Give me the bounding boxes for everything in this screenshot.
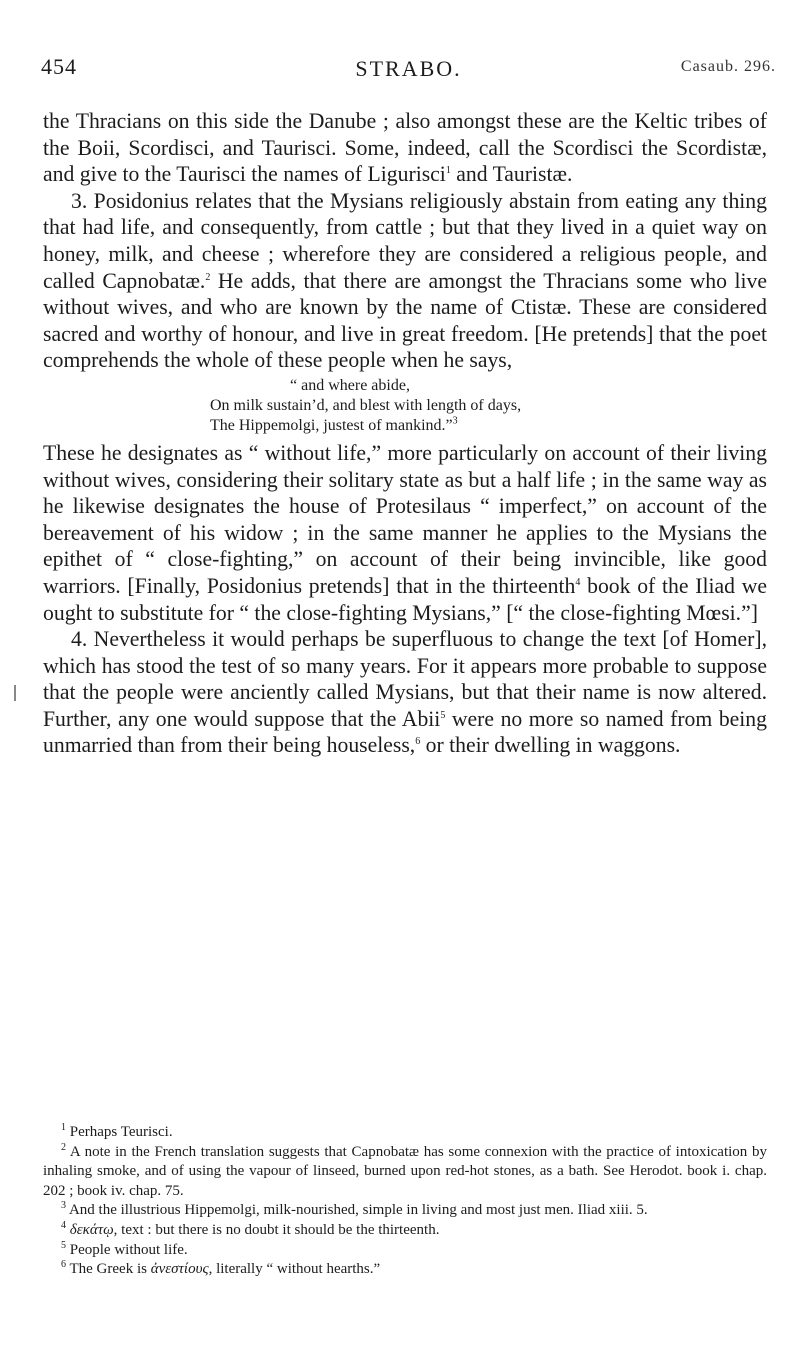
- footnote-1: $^1$ Perhaps Teurisci.: [61, 1122, 173, 1140]
- footnotes: [43, 1123, 767, 1280]
- verse-line: The Hippemolgi, justest of mankind.”$^3$: [210, 415, 458, 434]
- footnote-ref: 6: [415, 736, 421, 748]
- paragraph-section-3: 3. Posidonius relates that the Mysians religiously abstain from eating any thing that had life, and consequently, from cattle ; but that they lived in a quiet way on honey, milk, and cheese ; wherefore they are considered a religious people, and called Capnobatæ.$^2$ He adds, that there are amongst the Thracians some who live without wives, and who are known by the name of Ctistæ. These are considered sacred and worthy of honour, and live in great freedom. [He pretends] that the poet comprehends the whole of these people when he says,: [43, 188, 768, 373]
- page-header: [41, 54, 776, 84]
- page-number: 454: [41, 54, 77, 79]
- footnote-6: $^6$ The Greek is ἀνεστίους, literally “ without hearths.”: [61, 1259, 381, 1278]
- footnote-ref: 5: [440, 709, 446, 721]
- margin-mark: [14, 685, 16, 701]
- main-text: [43, 108, 767, 759]
- paragraph-continuation: the Thracians on this side the Danube ; also amongst these are the Keltic tribes of the Boii, Scordisci, and Taurisci. Some, indeed, call the Scordisci the Scordistæ, and give to the Taurisci the names of Ligurisci$^1$ and Tauristæ.: [43, 109, 767, 187]
- footnote-ref: 2: [205, 271, 211, 283]
- footnote-3: $^3$ And the illustrious Hippemolgi, milk-nourished, simple in living and most just men. Iliad xiii. 5.: [61, 1200, 648, 1219]
- verse-quotation: [43, 376, 767, 436]
- greek-word: ἀνεστίους: [150, 1261, 209, 1278]
- greek-word: δεκάτῳ: [69, 1221, 114, 1238]
- paragraph-section-4: 4. Nevertheless it would perhaps be superfluous to change the text [of Homer], which has stood the test of so many years. For it appears more probable to suppose that the people were anciently called Mysians, but that their name is now altered. Further, any one would suppose that the Abii$^5$ were no more so named from being unmarried than from their being houseless,$^6$ or their dwelling in waggons.: [43, 627, 767, 758]
- footnote-ref: 3: [452, 415, 458, 427]
- edition-reference: Casaub. 296.: [680, 58, 776, 75]
- footnote-5: $^5$ People without life.: [61, 1239, 188, 1258]
- footnote-4: $^4$ δεκάτῳ, text : but there is no doubt it should be the thirteenth.: [61, 1219, 440, 1238]
- paragraph-commentary: These he designates as “ without life,” more particularly on account of their living without wives, considering their solitary state as but a half life ; in the same way as he likewise designates the house of Protesilaus “ imperfect,” on account of the bereavement of his widow ; in the same manner he applies to the Mysians the epithet of “ close-fighting,” on account of their being invincible, like good warriors. [Finally, Posidonius pretends] that in the thirteenth$^4$ book of the Iliad we ought to substitute for “ the close-fighting Mysians,” [“ the close-fighting Mœsi.”]: [43, 440, 767, 625]
- footnote-ref: 4: [575, 576, 581, 588]
- verse-line: On milk sustain’d, and blest with length of days,: [210, 396, 522, 414]
- footnote-2: $^2$ A note in the French translation suggests that Capnobatæ has some connexion with the practice of intoxication by inhaling smoke, and of using the vapour of linseed, burned upon red-hot stones, as a bath. See Herodot. book i. chap. 202 ; book iv. chap. 75.: [43, 1141, 767, 1199]
- footnote-ref: 1: [445, 164, 451, 176]
- running-title: STRABO.: [355, 56, 462, 81]
- verse-line: “ and where abide,: [290, 376, 410, 394]
